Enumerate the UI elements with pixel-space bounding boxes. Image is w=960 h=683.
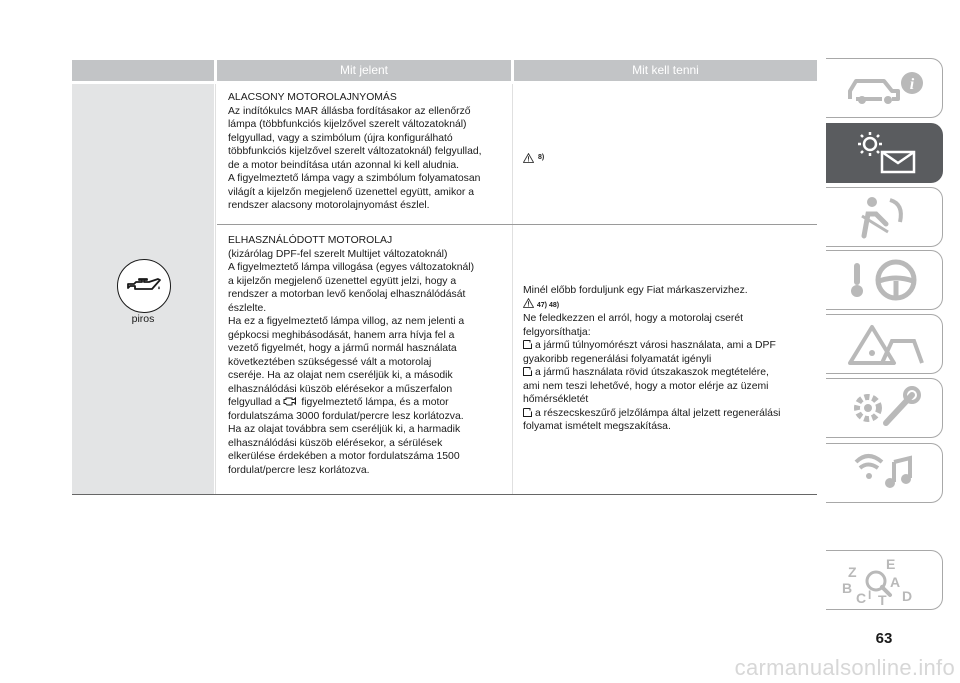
worn-engine-oil-action: Minél előbb forduljunk egy Fiat márkaszervizhez. 47) 48) Ne feledkezzen el arról, hogy a motorolaj cserét felgyorsíthatja: a jármű túlnyomórészt városi használata, ami a DPF gyakoribb regenerálási folyamatát igényli a jármű használata rövid útszakaszok megtételére, ami nem teszi lehetővé, hogy a motor elérje az üzemi hőmérsékletét a részecskeszűrő jelzőlámpa által jelzett regenerálási folyamat ismételt megszakítása. bbox=[523, 284, 815, 434]
service-tools-icon bbox=[842, 383, 932, 433]
svg-text:E: E bbox=[886, 556, 896, 572]
tab-emergency[interactable] bbox=[826, 314, 943, 374]
airbag-safety-icon bbox=[842, 192, 932, 242]
worn-engine-oil-meaning: ELHASZNÁLÓDOTT MOTOROLAJ (kizárólag DPF-fel szerelt Multijet változatoknál) A figyelmeztető lámpa villogása (egyes változatoknál) a kijelzőn megjelenő üzenettel együtt jelzi, hogy a rendszer a motorban levő kenőolaj elhasználódását észlelte. Ha ez a figyelmeztető lámpa villog, az nem jelenti a gépkocsi meghibásodását, hanem arra hívja fel a vezető figyelmét, hogy a jármű normál használata következtében szükségessé vált a motorolaj cseréje. Ha az olajat nem cseréljük ki, a második elhasználódási küszöb elérésekor a műszerfalon felgyullad a figyelmeztető lámpa, és a motor fordulatszáma 3000 fordulat/percre lesz korlátozva. Ha az olajat továbbra sem cseréljük ki, a harmadik elhasználódási küszöb elérésekor, a sérülések elkerülése érdekében a motor fordulatszáma 1500 fordulat/percre lesz korlátozva. bbox=[228, 235, 475, 476]
page-number: 63 bbox=[875, 630, 893, 647]
svg-text:T: T bbox=[878, 592, 887, 605]
index-icon bbox=[842, 555, 932, 605]
svg-text:I: I bbox=[868, 588, 872, 602]
road-emergency-icon bbox=[842, 319, 932, 369]
low-oil-pressure-meaning: ALACSONY MOTOROLAJNYOMÁS Az indítókulcs MAR állásba fordításakor az ellenőrző lámpa (többfunkciós kijelzővel szerelt változatoknál) felgyullad, vagy a szimbólum (újra konfigurálható többfunkciós kijelzővel szerelt változatoknál) felgyullad, de a motor beindítása után azonnal ki kell aludnia. A figyelmeztető lámpa vagy a szimbólum folyamatosan világít a kijelzőn megjelenő üzenettel együtt, amikor a rendszer alacsony motorolajnyomást észlel. bbox=[228, 92, 482, 211]
tab-maintenance[interactable] bbox=[826, 378, 943, 438]
bullet-item: a részecskeszűrő jelzőlámpa által jelzett regenerálási bbox=[523, 407, 815, 421]
engine-fault-icon bbox=[283, 396, 298, 406]
svg-text:D: D bbox=[902, 588, 913, 604]
svg-text:Z: Z bbox=[848, 564, 857, 580]
warning-reference: 8) bbox=[523, 151, 544, 165]
car-info-icon bbox=[842, 63, 932, 113]
tab-index[interactable] bbox=[826, 550, 943, 610]
tab-multimedia[interactable] bbox=[826, 443, 943, 503]
table-bottom-line bbox=[72, 494, 817, 495]
tab-start-driving[interactable] bbox=[826, 250, 943, 310]
tab-warning-lights[interactable] bbox=[826, 123, 943, 183]
svg-text:C: C bbox=[856, 590, 867, 605]
oil-pressure-lamp-icon bbox=[117, 259, 171, 313]
warning-triangle-icon bbox=[523, 153, 534, 163]
bullet-item: a jármű túlnyomórészt városi használata, ami a DPF bbox=[523, 339, 815, 353]
low-oil-pressure-action bbox=[523, 151, 813, 165]
lamp-color-label: piros bbox=[131, 313, 155, 325]
tab-car-info[interactable] bbox=[826, 58, 943, 118]
warning-lights-icon bbox=[842, 128, 932, 178]
warning-reference-numbers: 47) 48) bbox=[536, 301, 560, 309]
header-symbol bbox=[72, 60, 214, 81]
bullet-item: a jármű használata rövid útszakaszok megtételére, bbox=[523, 366, 815, 380]
steering-start-icon bbox=[842, 255, 932, 305]
header-meaning: Mit jelent bbox=[217, 60, 511, 81]
multimedia-icon bbox=[842, 448, 932, 498]
lamp-column bbox=[72, 84, 214, 495]
warning-light-table bbox=[72, 60, 817, 495]
svg-text:B: B bbox=[842, 580, 853, 596]
bullet-square-icon bbox=[523, 408, 532, 417]
bullet-square-icon bbox=[523, 367, 532, 376]
header-action: Mit kell tenni bbox=[514, 60, 817, 81]
warning-triangle-icon bbox=[523, 298, 534, 308]
row-divider bbox=[217, 224, 817, 225]
watermark: carmanualsonline.info bbox=[734, 655, 955, 680]
bullet-square-icon bbox=[523, 340, 532, 349]
svg-text:i: i bbox=[909, 76, 915, 93]
svg-text:A: A bbox=[890, 574, 901, 590]
tab-safety[interactable] bbox=[826, 187, 943, 247]
column-divider bbox=[215, 84, 216, 495]
